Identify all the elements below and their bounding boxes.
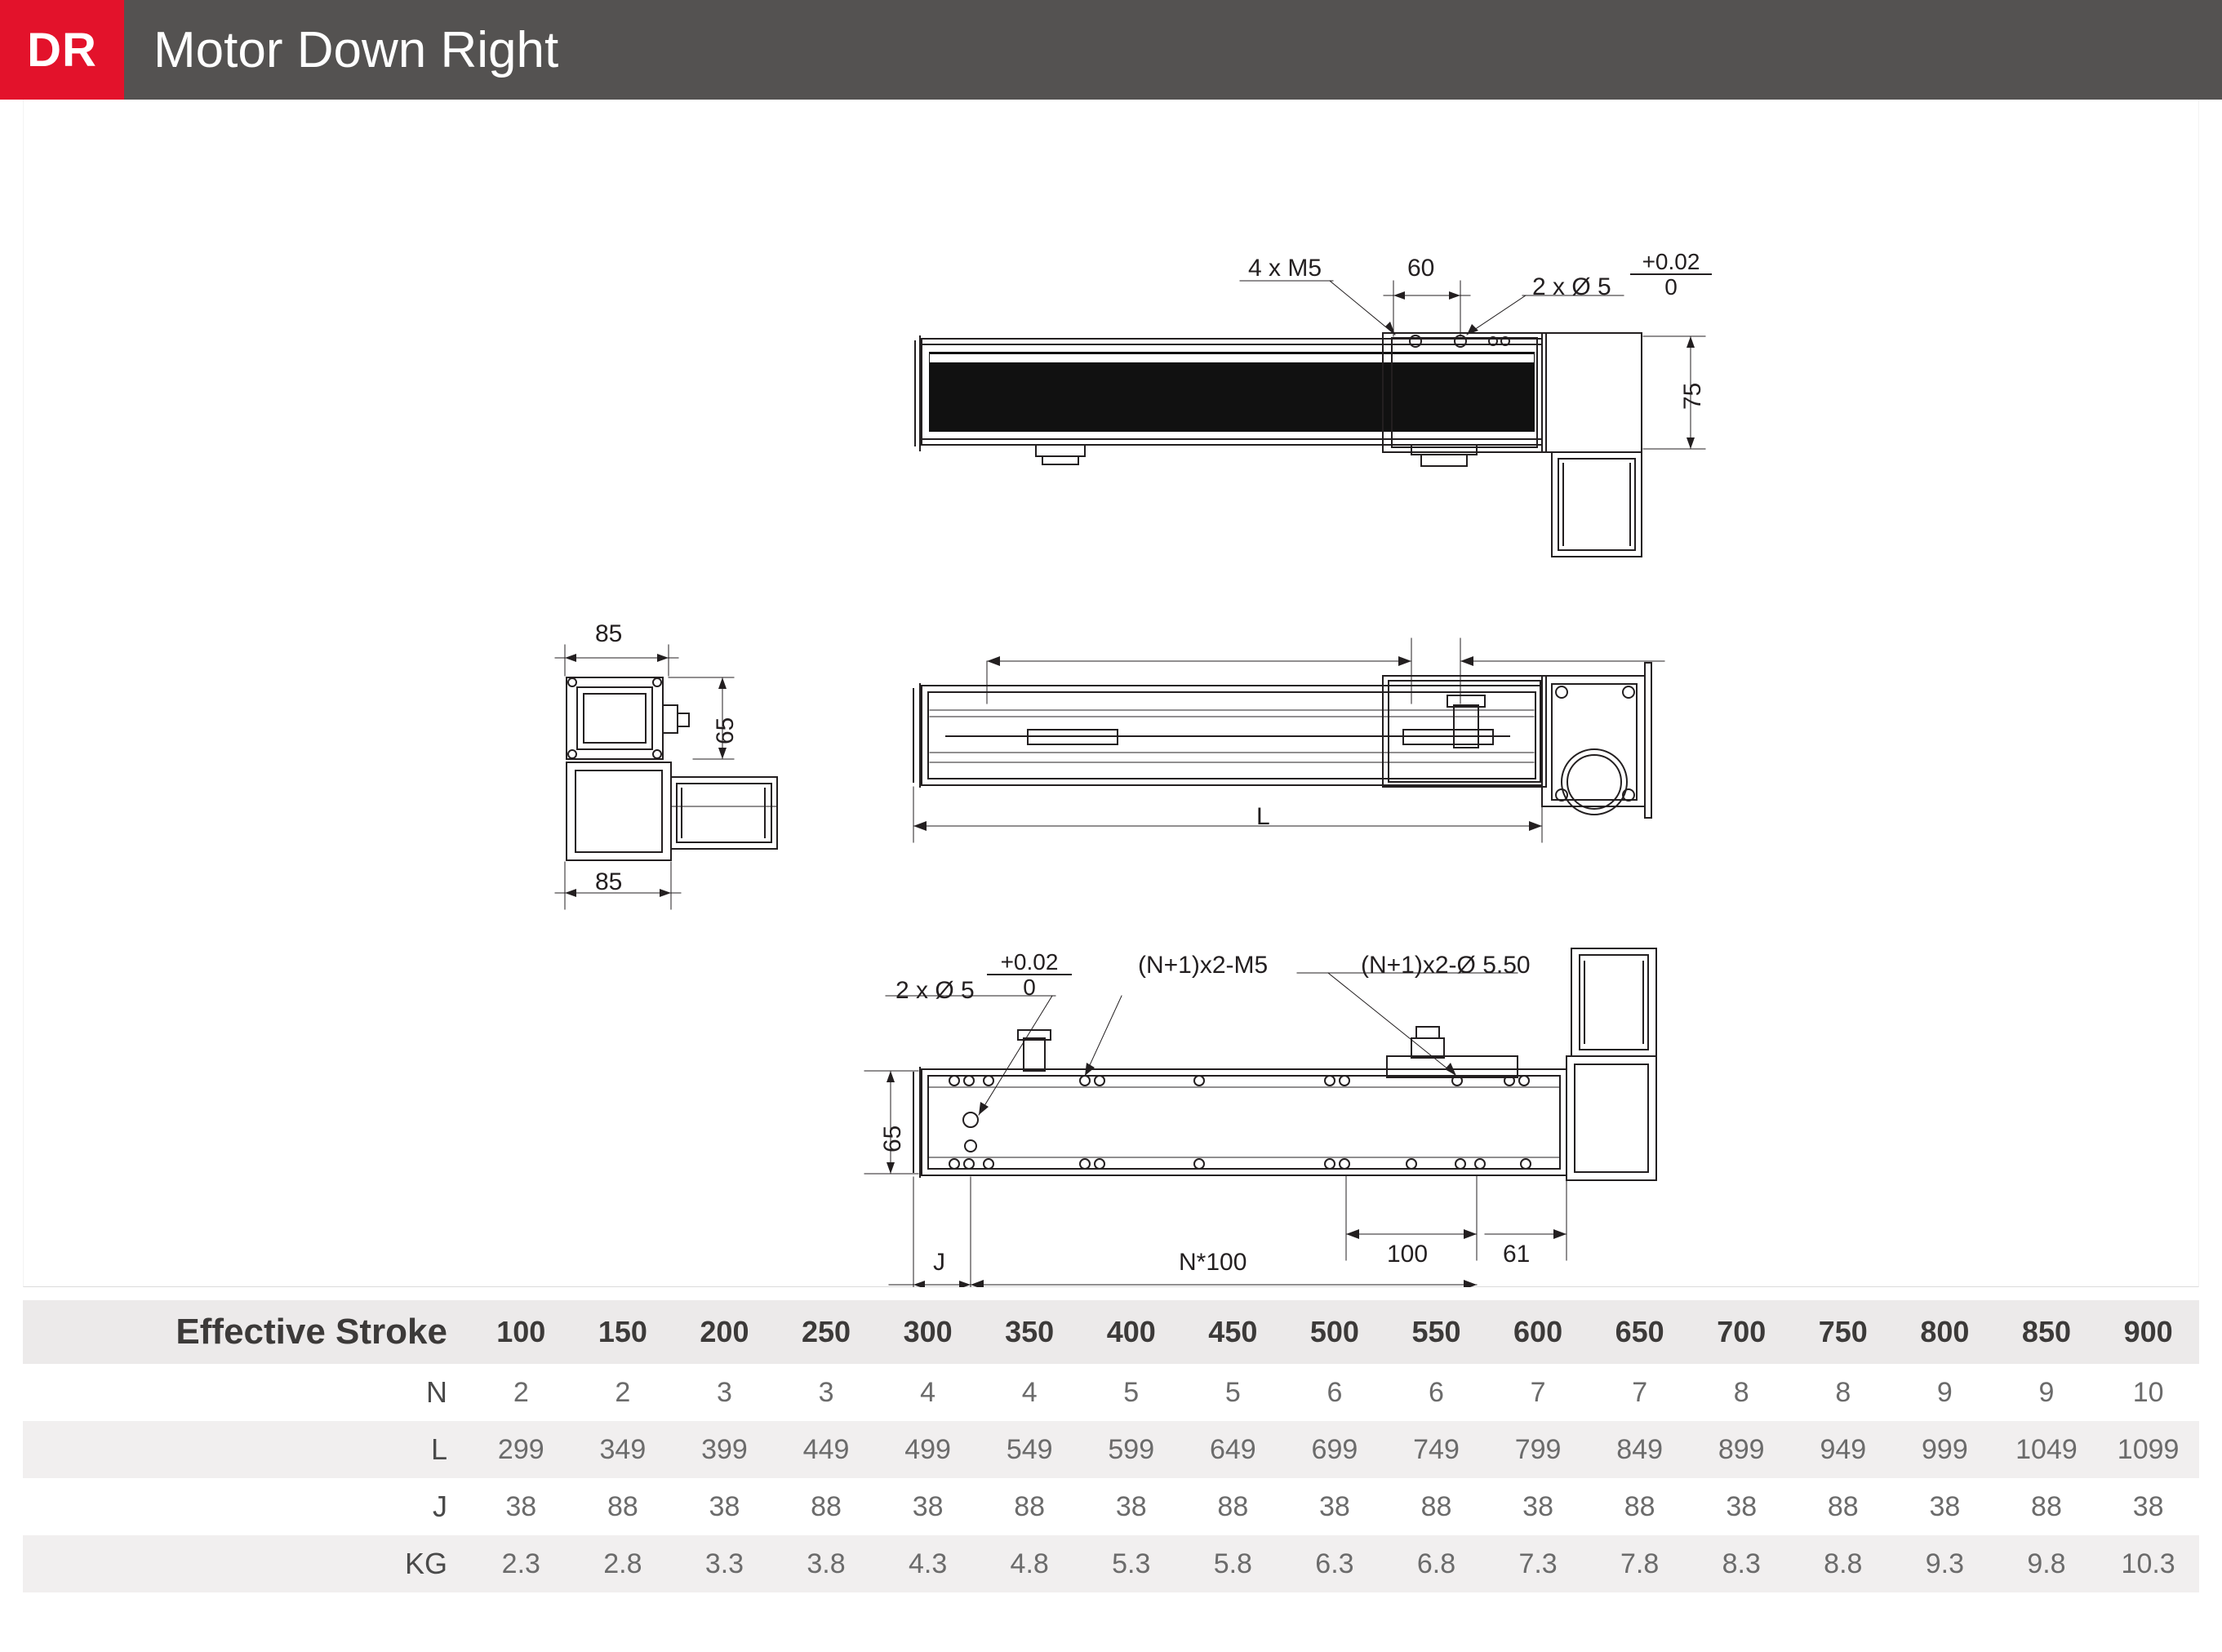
label-dim-J: J xyxy=(933,1249,945,1276)
table-col-header: 850 xyxy=(1996,1300,2098,1364)
table-row xyxy=(23,1421,2199,1478)
table-cell: 8 xyxy=(1733,1376,1749,1408)
table-col-header: 700 xyxy=(1691,1300,1793,1364)
table-col-header: 900 xyxy=(2097,1300,2199,1364)
table-cell: 10.3 xyxy=(2097,1535,2199,1592)
label-2xD5-top: 2 x Ø 5 xyxy=(1532,273,1611,300)
table-cell: 88 xyxy=(1827,1490,1859,1522)
label-2xD5-bottom: 2 x Ø 5 xyxy=(895,977,975,1004)
tolerance-lower: 0 xyxy=(1630,273,1712,299)
table-cell: 38 xyxy=(912,1490,944,1522)
table-header-effective-stroke: Effective Stroke xyxy=(23,1300,470,1364)
table-col-header: 800 xyxy=(1894,1300,1996,1364)
table-cell: 549 xyxy=(979,1421,1081,1478)
table-col-header: 100 xyxy=(470,1300,572,1364)
table-cell: 88 xyxy=(1624,1490,1655,1522)
table-cell: 88 xyxy=(1014,1490,1046,1522)
table-cell: 88 xyxy=(811,1490,842,1522)
table-col-header: 650 xyxy=(1589,1300,1691,1364)
table-cell: 9 xyxy=(2038,1376,2055,1408)
table-cell: 2.3 xyxy=(470,1535,572,1592)
table-cell: 5 xyxy=(1224,1376,1241,1408)
table-cell: 38 xyxy=(505,1490,537,1522)
label-dim-N100: N*100 xyxy=(1179,1249,1247,1276)
table-cell: 949 xyxy=(1793,1421,1895,1478)
table-cell: 6 xyxy=(1327,1376,1343,1408)
tolerance-top-view xyxy=(1630,250,1712,300)
table-cell: 3.8 xyxy=(775,1535,878,1592)
label-holes-d550: (N+1)x2-Ø 5.50 xyxy=(1361,952,1531,979)
table-row xyxy=(23,1364,2199,1421)
top-view xyxy=(915,281,1705,557)
table-cell: 349 xyxy=(572,1421,674,1478)
bottom-view xyxy=(864,948,1656,1287)
table-col-header: 300 xyxy=(877,1300,979,1364)
label-dim-61: 61 xyxy=(1503,1241,1531,1268)
table-cell: 9 xyxy=(1936,1376,1953,1408)
table-cell: 88 xyxy=(1420,1490,1452,1522)
table-cell: 4 xyxy=(1021,1376,1038,1408)
table-cell: 2 xyxy=(615,1376,631,1408)
table-col-header: 750 xyxy=(1793,1300,1895,1364)
table-cell: 7.8 xyxy=(1589,1535,1691,1592)
table-cell: 38 xyxy=(1319,1490,1350,1522)
page-title: Motor Down Right xyxy=(153,21,559,78)
table-row xyxy=(23,1535,2199,1592)
table-cell: 6 xyxy=(1429,1376,1444,1408)
table-cell: 4.3 xyxy=(877,1535,979,1592)
page-header xyxy=(0,0,2222,100)
table-cell: 38 xyxy=(1726,1490,1758,1522)
table-cell: 38 xyxy=(1929,1490,1961,1522)
label-holes-m5: (N+1)x2-M5 xyxy=(1138,952,1269,979)
label-dim-100: 100 xyxy=(1387,1241,1429,1268)
label-dim-L: L xyxy=(1256,803,1270,830)
table-cell: 4.8 xyxy=(979,1535,1081,1592)
tolerance-upper: +0.02 xyxy=(1642,249,1700,274)
label-dim-65-side: 65 xyxy=(712,717,739,744)
table-cell: 7 xyxy=(1632,1376,1648,1408)
row-label-j: J xyxy=(433,1490,447,1523)
table-cell: 38 xyxy=(709,1490,740,1522)
table-cell: 9.8 xyxy=(1996,1535,2098,1592)
table-cell: 88 xyxy=(607,1490,638,1522)
tolerance-upper-bottom: +0.02 xyxy=(1000,949,1059,975)
row-label-l: L xyxy=(23,1421,470,1478)
table-col-header: 450 xyxy=(1182,1300,1284,1364)
table-cell: 2 xyxy=(513,1376,529,1408)
label-dim-60: 60 xyxy=(1407,255,1435,282)
table-cell: 5.3 xyxy=(1080,1535,1182,1592)
table-cell: 38 xyxy=(1522,1490,1553,1522)
table-cell: 8.3 xyxy=(1691,1535,1793,1592)
table-col-header: 250 xyxy=(775,1300,878,1364)
table-cell: 5.8 xyxy=(1182,1535,1284,1592)
table-cell: 399 xyxy=(673,1421,775,1478)
variant-badge: DR xyxy=(0,0,124,100)
table-cell: 449 xyxy=(775,1421,878,1478)
table-cell: 5 xyxy=(1123,1376,1140,1408)
table-cell: 1049 xyxy=(1996,1421,2098,1478)
table-cell: 849 xyxy=(1589,1421,1691,1478)
table-cell: 8 xyxy=(1835,1376,1851,1408)
table-cell: 599 xyxy=(1080,1421,1182,1478)
side-view xyxy=(555,645,777,909)
table-col-header: 600 xyxy=(1487,1300,1589,1364)
row-label-n: N xyxy=(426,1375,447,1409)
technical-drawing-panel xyxy=(23,100,2199,1287)
table-cell: 6.3 xyxy=(1284,1535,1386,1592)
table-cell: 38 xyxy=(1115,1490,1147,1522)
table-col-header: 400 xyxy=(1080,1300,1182,1364)
spec-table-wrap xyxy=(23,1300,2199,1592)
tolerance-lower-bottom: 0 xyxy=(987,974,1072,999)
label-dim-65-bottom: 65 xyxy=(879,1125,906,1152)
table-cell: 10 xyxy=(2132,1376,2164,1408)
effective-stroke-table xyxy=(23,1300,2199,1592)
table-cell: 699 xyxy=(1284,1421,1386,1478)
row-label-kg: KG xyxy=(23,1535,470,1592)
table-cell: 7 xyxy=(1530,1376,1546,1408)
table-col-header: 500 xyxy=(1284,1300,1386,1364)
table-cell: 799 xyxy=(1487,1421,1589,1478)
table-cell: 649 xyxy=(1182,1421,1284,1478)
linear-actuator-drawing xyxy=(24,100,2200,1287)
table-cell: 299 xyxy=(470,1421,572,1478)
table-cell: 499 xyxy=(877,1421,979,1478)
front-view xyxy=(913,638,1664,842)
table-cell: 899 xyxy=(1691,1421,1793,1478)
table-col-header: 550 xyxy=(1385,1300,1487,1364)
table-row xyxy=(23,1478,2199,1535)
table-col-header: 200 xyxy=(673,1300,775,1364)
table-col-header: 150 xyxy=(572,1300,674,1364)
table-cell: 6.8 xyxy=(1385,1535,1487,1592)
table-cell: 88 xyxy=(2031,1490,2062,1522)
table-cell: 38 xyxy=(2132,1490,2164,1522)
label-dim-85-top: 85 xyxy=(595,620,623,647)
table-header-row xyxy=(23,1300,2199,1364)
table-cell: 3.3 xyxy=(673,1535,775,1592)
tolerance-bottom-view xyxy=(987,950,1072,1000)
table-cell: 8.8 xyxy=(1793,1535,1895,1592)
table-col-header: 350 xyxy=(979,1300,1081,1364)
table-cell: 999 xyxy=(1894,1421,1996,1478)
table-cell: 4 xyxy=(920,1376,936,1408)
table-cell: 7.3 xyxy=(1487,1535,1589,1592)
label-dim-75: 75 xyxy=(1679,382,1706,410)
table-cell: 88 xyxy=(1217,1490,1249,1522)
table-cell: 2.8 xyxy=(572,1535,674,1592)
label-dim-85-bottom: 85 xyxy=(595,868,623,895)
table-cell: 3 xyxy=(818,1376,834,1408)
table-cell: 3 xyxy=(716,1376,732,1408)
label-4xM5: 4 x M5 xyxy=(1248,255,1322,282)
table-cell: 1099 xyxy=(2097,1421,2199,1478)
table-cell: 749 xyxy=(1385,1421,1487,1478)
table-cell: 9.3 xyxy=(1894,1535,1996,1592)
